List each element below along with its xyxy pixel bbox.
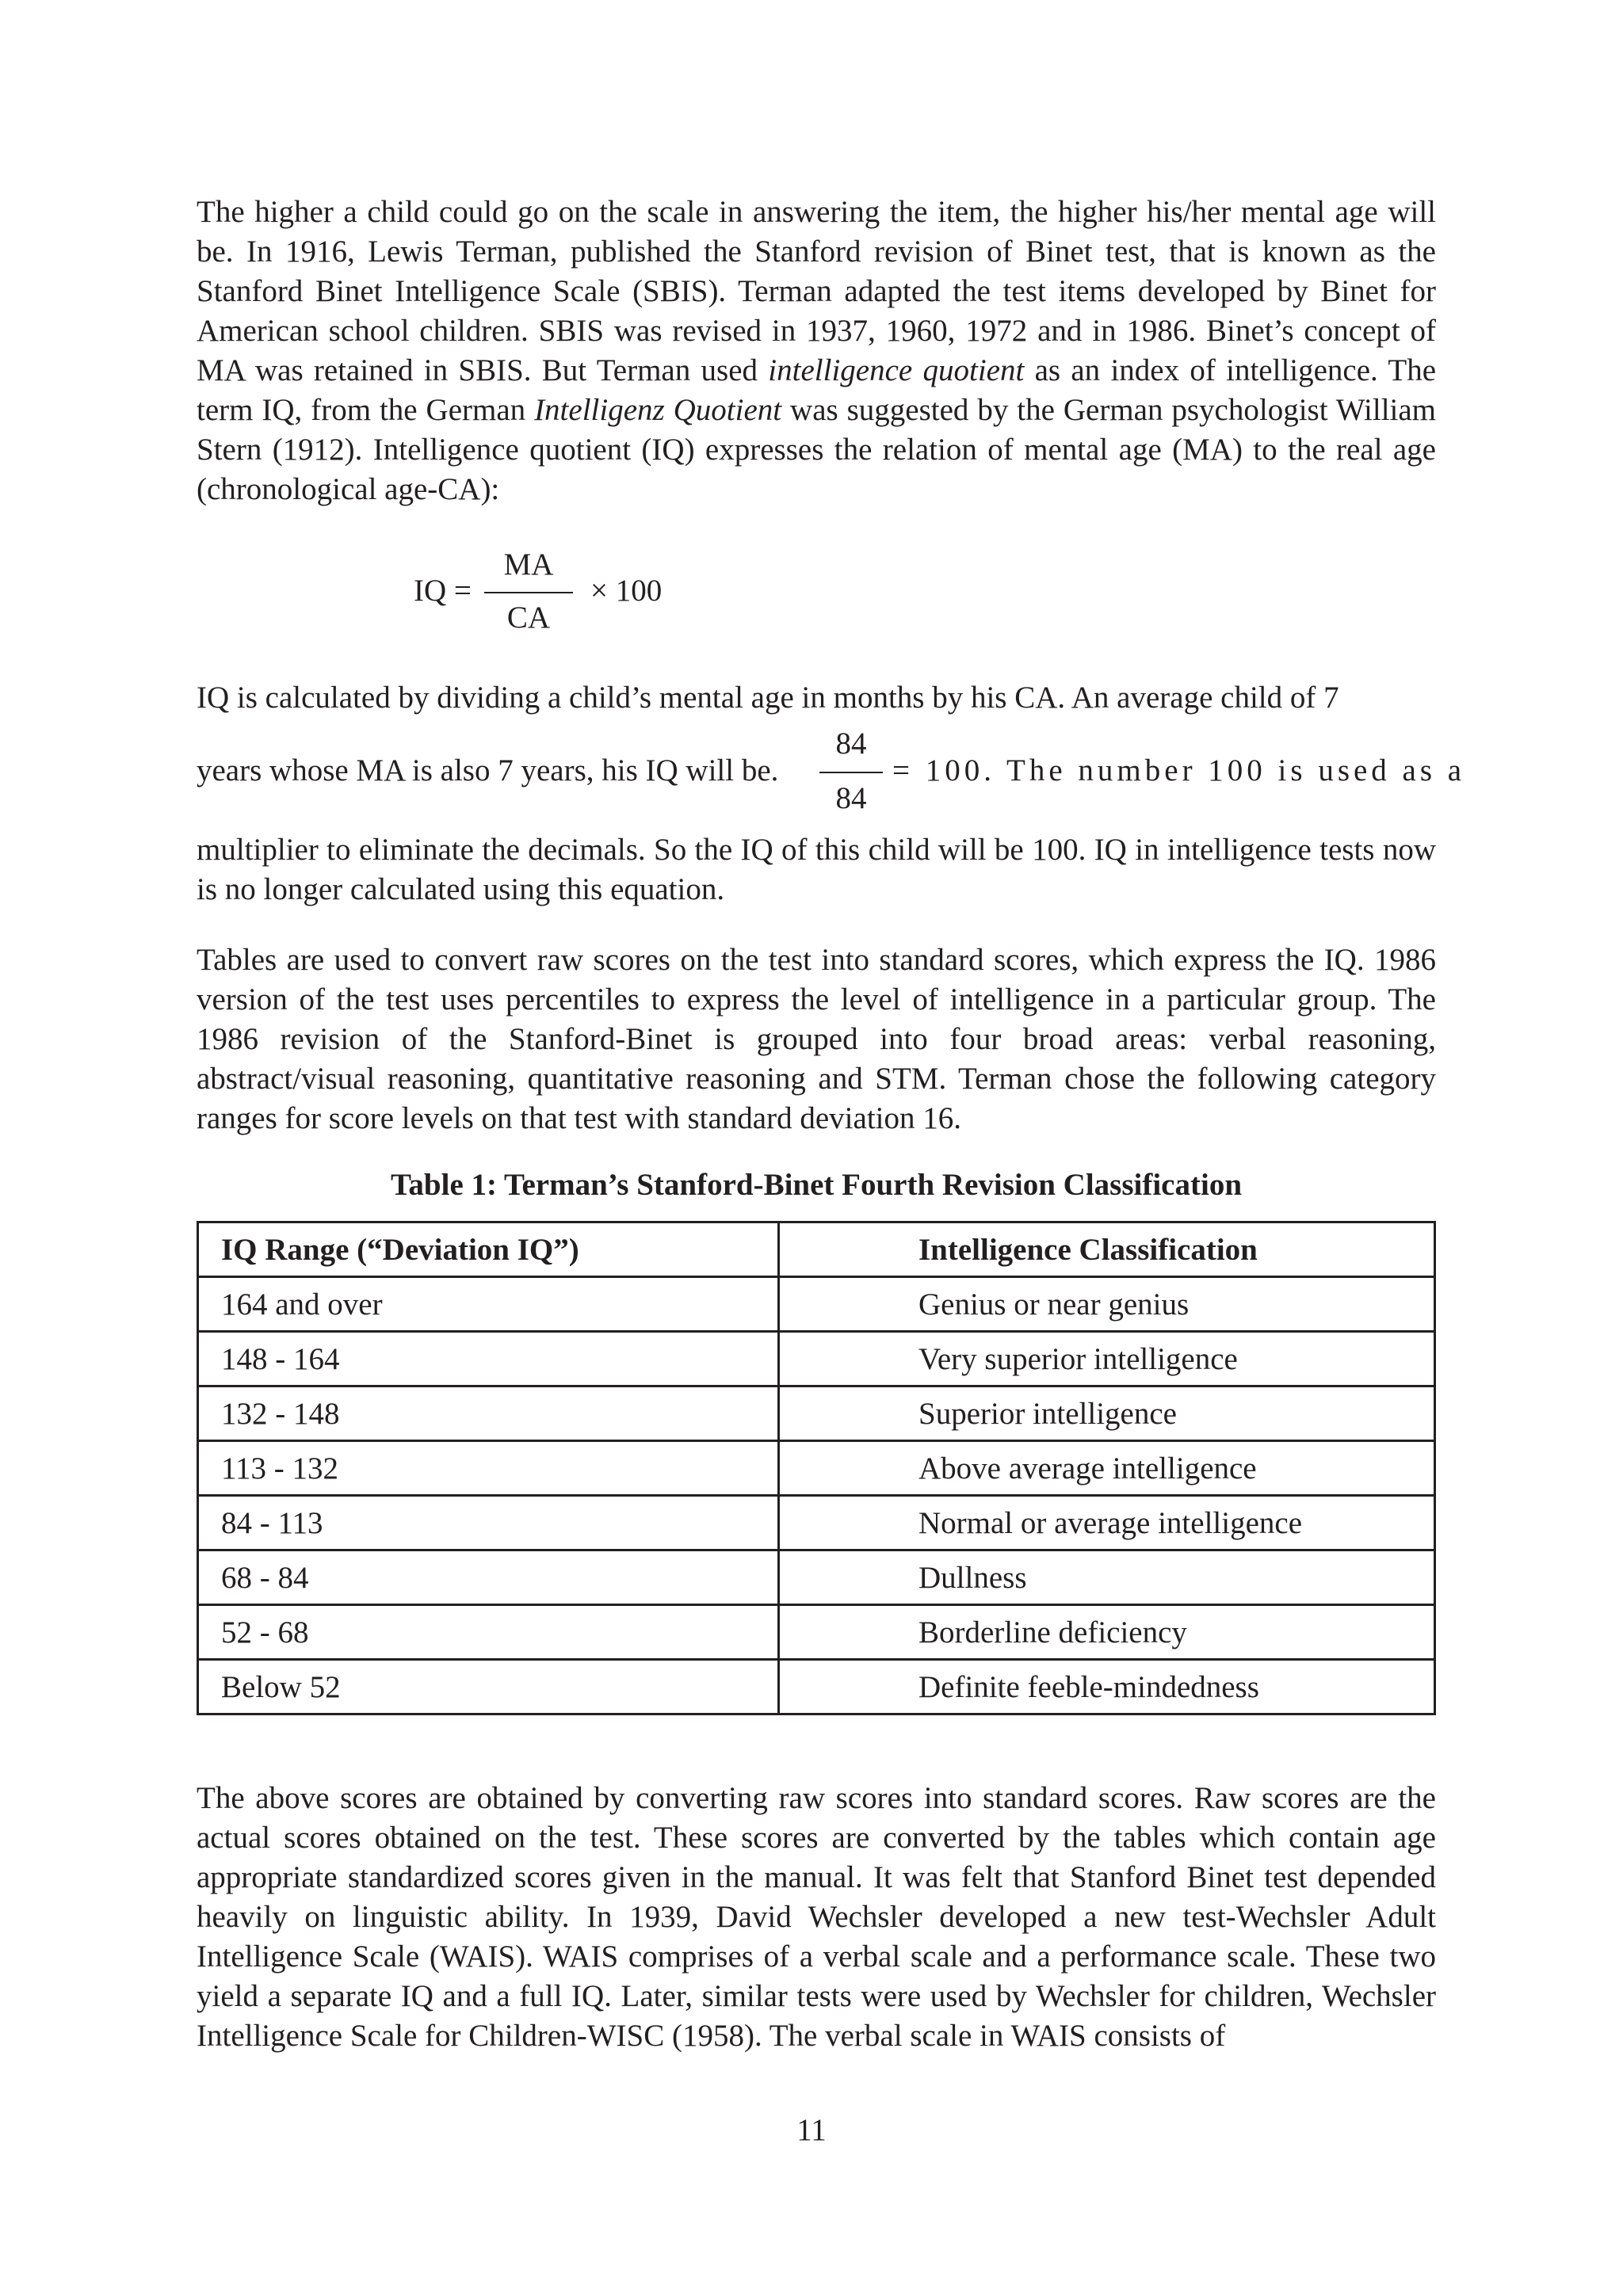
paragraph-2 [197, 678, 1436, 718]
iq-range-cell: 84 - 113 [198, 1496, 779, 1550]
classification-cell: Superior intelligence [779, 1386, 1435, 1441]
inline-fraction-denominator: 84 [835, 781, 867, 815]
classification-cell: Definite feeble-mindedness [779, 1660, 1435, 1714]
classification-cell: Genius or near genius [779, 1277, 1435, 1332]
table-row [198, 1496, 1435, 1550]
iq-range-cell: 132 - 148 [198, 1386, 779, 1441]
iq-range-cell: 68 - 84 [198, 1550, 779, 1605]
paragraph-2-line-2-text-a: years whose MA is also 7 years, his IQ will be. [197, 753, 779, 788]
classification-cell: Borderline deficiency [779, 1605, 1435, 1660]
page-number: 11 [796, 2113, 827, 2147]
formula-fraction-bar [484, 592, 573, 593]
table-row [198, 1386, 1435, 1441]
iq-range-cell: 164 and over [198, 1277, 779, 1332]
paragraph-1-text-c: was suggested by the German psychologist William Stern (1912). Intelligence quotient (IQ) expresses the relation of mental age (MA) to the real age (chronological age-CA): [197, 393, 1437, 506]
paragraph-5: The above scores are obtained by converting raw scores into standard scores. Raw scores are the actual scores obtained on the test. These scores are converted by the tables which contain age appropriate standardized scores given in the manual. It was felt that Stanford Binet test depended heavily on linguistic ability. In 1939, David Wechsler developed a new test-Wechsler Adult Intelligence Scale (WAIS). WAIS comprises of a verbal scale and a performance scale. These two yield a separate IQ and a full IQ. Later, similar tests were used by Wechsler for children, Wechsler Intelligence Scale for Children-WISC (1958). The verbal scale in WAIS consists of [197, 1781, 1436, 2053]
paragraph-4: Tables are used to convert raw scores on the test into standard scores, which express the IQ. 1986 version of the test uses percentiles to express the level of intelligence in a particular group. The 1986 revision of the Stanford-Binet is grouped into four broad areas: verbal reasoning, abstract/visual reasoning, quantitative reasoning and STM. Terman chose the following category ranges for score levels on that test with standard deviation 16. [197, 943, 1436, 1135]
inline-fraction-numerator: 84 [835, 727, 867, 761]
table-row [198, 1605, 1435, 1660]
classification-cell: Normal or average intelligence [779, 1496, 1435, 1550]
classification-cell: Above average intelligence [779, 1441, 1435, 1496]
classification-table [197, 1221, 1436, 1715]
inline-fraction-bar [819, 772, 883, 773]
table-row [198, 1660, 1435, 1714]
table-header-row [198, 1222, 1435, 1277]
paragraph-2-line-2-text-b: = 100. The number 100 is used as a [892, 753, 1466, 788]
paragraph-2-line-1: IQ is calculated by dividing a child’s mental age in months by his CA. An average child of 7 [197, 681, 1339, 715]
classification-cell: Dullness [779, 1550, 1435, 1605]
table-row [198, 1550, 1435, 1605]
paragraph-1 [197, 193, 1436, 509]
table-row [198, 1332, 1435, 1386]
iq-range-cell: 52 - 68 [198, 1605, 779, 1660]
formula-lhs: IQ = [414, 574, 472, 608]
table-row [198, 1277, 1435, 1332]
paragraph-1-emphasis-1: intelligence quotient [768, 353, 1025, 387]
formula-rhs: × 100 [590, 574, 663, 608]
iq-range-cell: 113 - 132 [198, 1441, 779, 1496]
paragraph-1-text-a: The higher a child could go on the scale in answering the item, the higher his/her mental age will be. In 1916, Lewis Terman, published the Stanford revision of Binet test, that is known as the Stanford Binet Intelligence Scale (SBIS). Terman adapted the test items developed by Binet for American school children. SBIS was revised in 1937, 1960, 1972 and in 1986. Binet’s concept of MA was retained in SBIS. But Terman used [197, 195, 1436, 387]
table-caption: Table 1: Terman’s Stanford-Binet Fourth Revision Classification [390, 1168, 1243, 1202]
iq-range-cell: 148 - 164 [198, 1332, 779, 1386]
paragraph-3: multiplier to eliminate the decimals. So the IQ of this child will be 100. IQ in intelligence tests now is no longer calculated using this equation. [197, 833, 1436, 906]
formula-numerator: MA [503, 547, 554, 582]
header-classification: Intelligence Classification [779, 1222, 1435, 1277]
header-iq-range: IQ Range (“Deviation IQ”) [198, 1222, 779, 1277]
iq-range-cell: Below 52 [198, 1660, 779, 1714]
paragraph-1-text-b: as an index of intelligence. The term IQ, from the German [197, 353, 1437, 427]
paragraph-1-emphasis-2: Intelligenz Quotient [534, 393, 782, 427]
classification-cell: Very superior intelligence [779, 1332, 1435, 1386]
formula-denominator: CA [506, 601, 551, 635]
table-row [198, 1441, 1435, 1496]
